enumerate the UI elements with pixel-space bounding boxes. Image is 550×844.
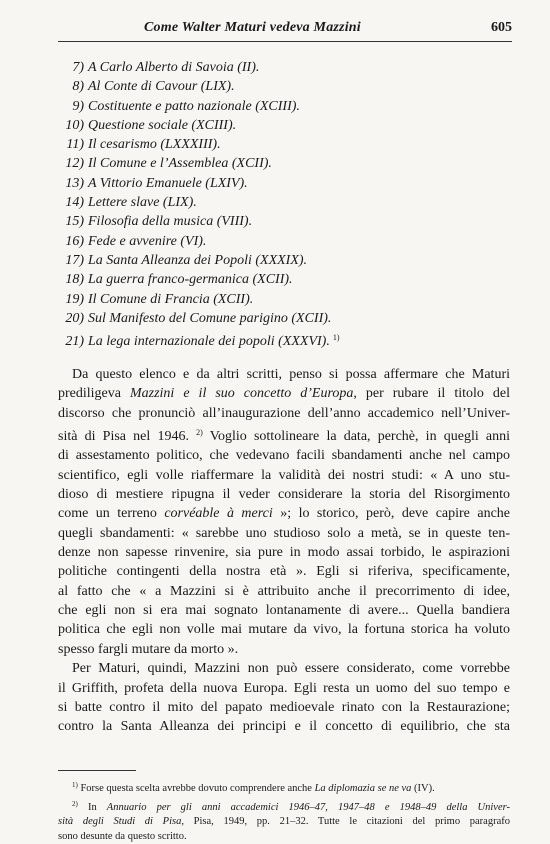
list-item-title: La guerra franco-germanica (XCII). (88, 272, 293, 287)
list-item-number: 8) (60, 77, 84, 96)
italic-text: sità degli Studi di Pisa (58, 816, 181, 827)
text-line: come un terreno corvéable à merci »; lo storico, però, deve capire anche (58, 504, 510, 523)
list-item-title: La Santa Alleanza dei Popoli (XXXIX). (88, 253, 307, 268)
list-item-title: Fede e avvenire (VI). (88, 234, 206, 249)
text-line: si batte contro il mito del papato medioevale rinato con la Restaurazione; (58, 698, 510, 717)
list-item-number: 7) (60, 58, 84, 77)
writings-list (60, 58, 500, 351)
body-text (58, 365, 510, 737)
list-item (60, 116, 500, 135)
text-line: che egli non si era mai sognato lontanamente di avere... Quella bandiera (58, 601, 510, 620)
text-line: di assestamento politico, che vedevano facili sbandamenti anche nel campo (58, 446, 510, 465)
text-line: contro la Santa Alleanza dei principi e il concetto di equilibrio, che sta (58, 717, 510, 736)
list-item-number: 15) (60, 212, 84, 231)
list-item (60, 97, 500, 116)
list-item-title: A Carlo Alberto di Savoia (II). (88, 60, 259, 75)
text-line: il Griffith, profeta della nuova Europa. Egli resta un uomo del suo tempo e (58, 679, 510, 698)
list-item-title: Il Comune e l’Assemblea (XCII). (88, 156, 272, 171)
running-header (58, 18, 512, 40)
text-line: denze non sapesse rinvenire, sia pure in modo assai torbido, le aspirazioni (58, 543, 510, 562)
footnote-line: sità degli Studi di Pisa, Pisa, 1949, pp. 21–32. Tutte le citazioni del primo paragrafo (58, 815, 510, 830)
list-item (60, 328, 500, 351)
footnote-marker: 2) (196, 428, 203, 437)
text-line: al fatto che « a Mazzini si è attribuito anche il precorrimento di idee, (58, 582, 510, 601)
list-item-title: Lettere slave (LIX). (88, 195, 197, 210)
list-item (60, 212, 500, 231)
list-item-number: 19) (60, 290, 84, 309)
italic-text: Annuario per gli anni accademici 1946–47, 1947–48 e 1948–49 della Univer- (107, 802, 510, 813)
list-item-number: 20) (60, 309, 84, 328)
footnote-marker: 1) (72, 781, 78, 789)
text-line: spesso fargli mutare da morto ». (58, 640, 510, 659)
italic-text: La diplomazia se ne va (315, 783, 412, 794)
text-line: quegli sbandamenti: « sarebbe uno studioso solo a metà, se in queste ten- (58, 524, 510, 543)
text-line: politica che egli non volle mai mutare da vivo, la fortuna storica ha voluto (58, 620, 510, 639)
text-line: prediligeva Mazzini e il suo concetto d’Europa, per rubare il titolo del (58, 384, 510, 403)
list-item (60, 77, 500, 96)
footnote-marker: 1) (333, 333, 340, 342)
list-item-title: Sul Manifesto del Comune parigino (XCII). (88, 311, 331, 326)
text-line: scientifico, egli volle riaffermare la validità dei nostri studi: « A uno stu- (58, 466, 510, 485)
list-item-number: 11) (60, 135, 84, 154)
list-item (60, 309, 500, 328)
text-line: Da questo elenco e da altri scritti, penso si possa affermare che Maturi (58, 365, 510, 384)
list-item-number: 13) (60, 174, 84, 193)
page-number: 605 (491, 20, 512, 36)
text-line: dioso di mestiere ripugna il veder considerare la storia del Risorgimento (58, 485, 510, 504)
list-item (60, 270, 500, 289)
text-line: sità di Pisa nel 1946. $^{2)}$ Voglio sottolineare la data, perchè, in quegli anni (58, 423, 510, 446)
footnote-marker: 2) (72, 800, 78, 808)
list-item-title: Il Comune di Francia (XCII). (88, 292, 253, 307)
list-item (60, 251, 500, 270)
footnotes (58, 778, 510, 844)
list-item-number: 16) (60, 232, 84, 251)
footnote-line: $^{1)}$ Forse questa scelta avrebbe dovuto comprendere anche La diplomazia se ne va (IV). (58, 778, 510, 797)
list-item (60, 174, 500, 193)
list-item (60, 154, 500, 173)
list-item-number: 10) (60, 116, 84, 135)
list-item-number: 21) (60, 332, 84, 351)
paragraph-2 (58, 659, 510, 736)
list-item-number: 18) (60, 270, 84, 289)
list-item (60, 58, 500, 77)
footnote-rule (58, 770, 136, 771)
list-item-title: Costituente e patto nazionale (XCIII). (88, 99, 300, 114)
list-item-title: Questione sociale (XCIII). (88, 118, 236, 133)
header-rule (58, 41, 512, 42)
list-item-number: 12) (60, 154, 84, 173)
list-item-title: A Vittorio Emanuele (LXIV). (88, 176, 248, 191)
list-item-number: 9) (60, 97, 84, 116)
running-title: Come Walter Maturi vedeva Mazzini (144, 20, 361, 36)
text-line: Per Maturi, quindi, Mazzini non può essere considerato, come vorrebbe (58, 659, 510, 678)
list-item-number: 14) (60, 193, 84, 212)
list-item-title: La lega internazionale dei popoli (XXXVI). (88, 334, 330, 349)
list-item-number: 17) (60, 251, 84, 270)
footnote-line: $^{2)}$ In Annuario per gli anni accademici 1946–47, 1947–48 e 1948–49 della Univer- (58, 797, 510, 816)
italic-text: corvéable à merci (164, 506, 272, 521)
text-line: discorso che pronunciò all’inaugurazione dell’anno accademico nell’Univer- (58, 404, 510, 423)
list-item-title: Filosofia della musica (VIII). (88, 214, 252, 229)
list-item (60, 193, 500, 212)
text-line: politiche contingenti della nostra età ». Egli si riferiva, specificamente, (58, 562, 510, 581)
list-item-title: Al Conte di Cavour (LIX). (88, 79, 235, 94)
list-item (60, 232, 500, 251)
list-item (60, 290, 500, 309)
list-item-title: Il cesarismo (LXXXIII). (88, 137, 221, 152)
footnote-line: sono desunte da questo scritto. (58, 830, 510, 844)
paragraph-1 (58, 365, 510, 659)
list-item (60, 135, 500, 154)
italic-text: Mazzini e il suo concetto d’Europa (130, 386, 353, 401)
